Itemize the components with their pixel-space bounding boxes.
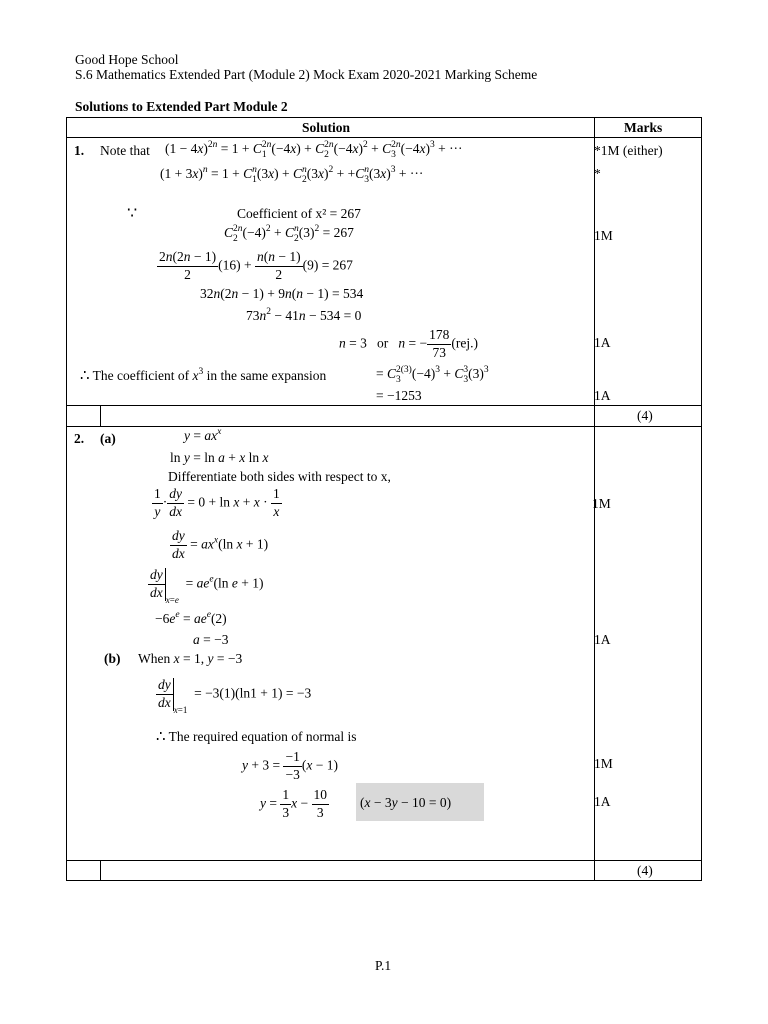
q1-mark-4: 1A [594,335,611,350]
q2-eq-5: $\frac{dy}{dx}$ $x=e = ae^e(\ln$ e + 1) [150,567,264,606]
q1-mark-2: * [594,166,601,181]
q2-normal: ∴ The required equation of normal is [156,729,357,745]
q2-eq-7: $\frac{dy}{dx}$ x=1 = −3(1)(ln1 + 1) = −3 [158,677,312,716]
q1-eq-3: 32n(2n − 1) + 9n(n − 1) = 534 [200,286,364,301]
q1-expansion-1: $(1 - 4x)^{2n} = 1 + C$ 2n 1 (−4x) + C 2n 2 $(-4x)^2 + C$ 2n 3 $(-4x)^3$ + ··· [165,140,463,160]
exam-title: S.6 Mathematics Extended Part (Module 2) Mock Exam 2020-2021 Marking Scheme [75,67,538,82]
q1-mark-3: 1M [594,228,613,243]
q2-eq-4: $\frac{dy}{dx}$ = $ax^x(\ln$ x + 1) [172,528,269,561]
q1-eq-4: $73n^2 - 41n - 534 = 0$ [246,307,362,323]
q2-a-value: a = −3 [193,632,229,647]
page-number: P.1 [375,958,392,973]
q2-eq-8: y + 3 = $\frac{-1}{-3}$ (x − 1) [242,749,338,782]
q2-mark-2: 1A [594,632,611,647]
q1-result: = −1253 [376,388,422,403]
q1-therefore-line: ∴ The coefficient of $x^3$ in the same expansion [80,367,327,384]
q2-mark-4: 1A [594,794,611,809]
q2-mark-3: 1M [594,756,613,771]
q2-eq-2: ln y = ln a + x ln x [170,450,269,465]
q2-part-b: (b) [104,651,121,666]
marks-header: Marks [624,120,663,135]
q1-note-that: Note that [100,143,150,158]
q2-eq-9: y = $\frac{1}{3}$ x − $\frac{10}{3}$ [260,787,327,820]
q1-number: 1. [74,143,85,158]
q2-eq-1: $y = ax^x$ [184,427,222,443]
q2-mark-1: 1M [592,496,611,511]
q2-number: 2. [74,431,85,446]
q2-when: When x = 1, y = −3 [138,651,243,666]
q1-solution-n: n = 3 or n = − $\frac{178}{73}$ (rej.) [339,327,478,360]
q2-boxed-answer: (x − 3y − 10 = 0) [360,795,452,810]
q2-part-a: (a) [100,431,116,446]
solution-header: Solution [302,120,351,135]
q1-expansion-2: $(1 + 3x)^n = 1 + C$ n 1 (3x) + C n 2 $(3x)^2 + +C$ n 3 $(3x)^3$ + ··· [160,165,424,185]
q1-final-expression: = C 2(3) 3 $(-4)^3 + C$ 3 3 $(3)^3$ [376,365,489,385]
q1-eq-2: $\frac{2n(2n - 1)}{2}$ (16) + $\frac{n(n - 1)}{2}$ (9) = 267 [159,249,353,282]
q2-differentiate: Differentiate both sides with respect to x, [168,469,391,484]
section-title: Solutions to Extended Part Module 2 [75,99,288,114]
q2-eq-6: $-6e^e = ae^e(2)$ [155,610,227,626]
school-name: Good Hope School [75,52,179,67]
q1-coefficient-line: Coefficient of x² = 267 [237,206,361,221]
q1-eq-1: C 2n 2 $(-4)^2 + C$ n 2 $(3)^2 = 267$ [224,224,354,244]
q2-eq-3: $\frac{1}{y}$ · $\frac{dy}{dx}$ = 0 + ln x + x · $\frac{1}{x}$ [154,486,280,519]
q1-mark-1: *1M (either) [594,143,663,158]
q1-mark-5: 1A [594,388,611,403]
because-symbol: ∵ [127,205,138,222]
q1-total: (4) [637,408,653,423]
q2-total: (4) [637,863,653,878]
